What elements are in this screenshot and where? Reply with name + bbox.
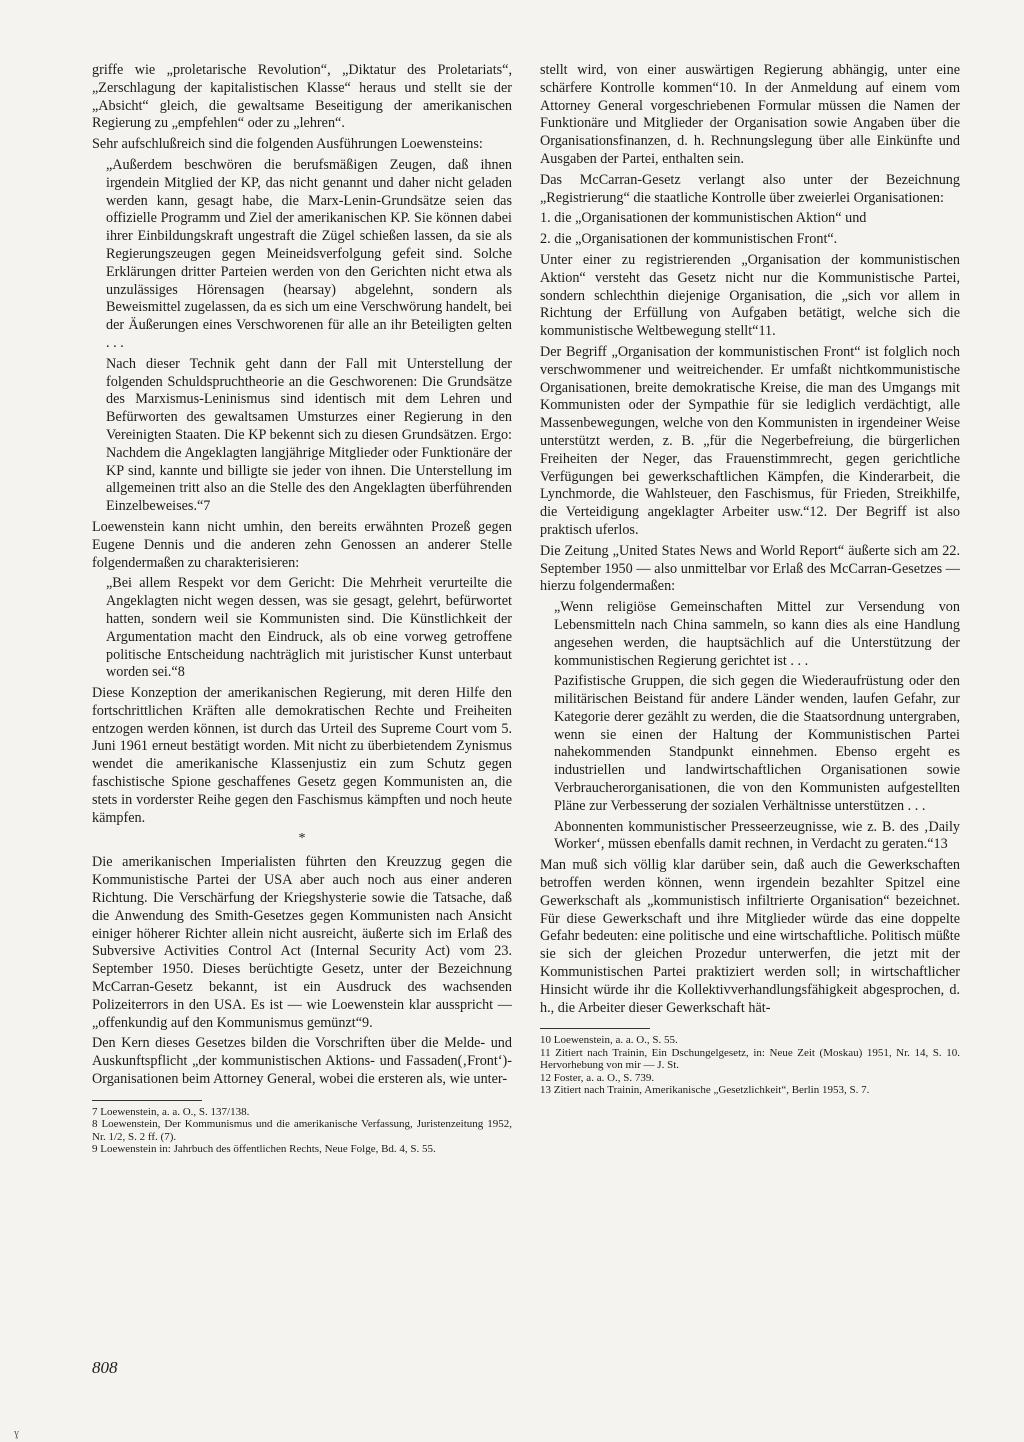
paragraph: Loewenstein kann nicht umhin, den bereits erwähnten Prozeß gegen Eugene Dennis und die anderen zehn Genossen an anderer Stelle folgendermaßen zu charakterisieren: — [92, 518, 512, 571]
paragraph: stellt wird, von einer auswärtigen Regierung abhängig, unter eine schärfere Kontrolle kommen“10. In der Anmeldung auf einem vom Attorney General vorgeschriebenen Formular müssen die Namen der Funktionäre und Mitglieder der Organisation sowie Angaben über die Organisationsfinanzen, d. h. Rechnungslegung über alle Einkünfte und Ausgaben der Partei, enthalten sein. — [540, 62, 960, 167]
paragraph: Die amerikanischen Imperialisten führten den Kreuzzug gegen die Kommunistische Partei der USA aber auch noch aus einer anderen Richtung. Die Verschärfung der Kriegshysterie sowie die Tatsache, daß die Anwendung des Smith-Gesetzes gegen Kommunisten nach Ansicht einiger höherer Richter allein nicht ausreicht, äußerte sich im Erlaß des Subversive Activities Control Act (Internal Security Act) vom 23. September 1950. Dieses berüchtigte Gesetz, unter der Bezeichnung McCarran-Gesetz bekannt, ist ein Ausdruck des wachsenden Polizeiterrors in den USA. Es ist — wie Loewenstein klar ausspricht — „offenkundig auf den Kommunismus gemünzt“9. — [92, 854, 512, 1031]
list-item: 1. die „Organisationen der kommunistischen Aktion“ und — [540, 210, 867, 227]
footnote: 11 Zitiert nach Trainin, Ein Dschungelgesetz, in: Neue Zeit (Moskau) 1951, Nr. 14, S. 10. Hervorhebung von mir — J. St. — [540, 1046, 960, 1072]
quote-paragraph: „Außerdem beschwören die berufsmäßigen Zeugen, daß ihnen irgendein Mitglied der KP, das nicht genannt und daher nicht geladen werden kann, gesagt habe, die Marx-Lenin-Grundsätze seien das offizielle Programm und Ziel der amerikanischen KP. Sie können dabei ihrer Einbildungskraft ungestraft die Zügel schießen lassen, da sie als Regierungszeugen gegen Meineidsverfolgung gefeit sind. Solche Erklärungen dritter Parteien werden von den Gerichten nicht etwa als unzulässiges Hörensagen (hearsay) abgelehnt, sondern als Beweismittel zugelassen, da es sich um eine Verschwörung handelt, bei der Äußerungen eines Verschworenen für alle an ihr Beteiligten gelten . . . — [106, 156, 512, 351]
footnote: 12 Foster, a. a. O., S. 739. — [540, 1071, 655, 1084]
footnote-rule — [92, 1100, 202, 1101]
right-column — [540, 62, 960, 1096]
paragraph: Das McCarran-Gesetz verlangt also unter der Bezeichnung „Registrierung“ die staatliche Kontrolle über zweierlei Organisationen: — [540, 171, 960, 206]
left-column — [92, 62, 512, 1155]
paragraph: Den Kern dieses Gesetzes bilden die Vorschriften über die Melde- und Auskunftspflicht „der kommunistischen Aktions- und Fassaden(‚Front‘)-Organisationen beim Attorney General, wobei die ersteren als, wie unter- — [92, 1035, 512, 1088]
quote-paragraph: Nach dieser Technik geht dann der Fall mit Unterstellung der folgenden Schuldspruchtheorie an die Geschworenen: Die Grundsätze des Marxismus-Leninismus sind identisch mit dem Lehren und Befürworten des gewaltsamen Umsturzes einer Regierung in den Vereinigten Staaten. Die KP bekennt sich zu diesen Grundsätzen. Ergo: Nachdem die Angeklagten langjährige Mitglieder oder Funktionäre der KP sind, kannte und billigte sie jeder von ihnen. Die Unterstellung im allgemeinen tritt also an die Stelle des den Angeklagten überführenden Einzelbeweises.“7 — [106, 355, 512, 515]
section-separator: * — [298, 831, 306, 847]
quote-paragraph: Abonnenten kommunistischer Presseerzeugnisse, wie z. B. des ‚Daily Worker‘, müssen ebenfalls damit rechnen, in Verdacht zu geraten.“13 — [554, 818, 960, 853]
paragraph: Man muß sich völlig klar darüber sein, daß auch die Gewerkschaften betroffen werden können, wenn irgendein bezahlter Spitzel eine Gewerkschaft als „kommunistisch infiltrierte Organisation“ bezeichnet. Für diese Gewerkschaft und ihre Mitglieder würde das eine doppelte Gefahr bedeuten: eine politische und eine wirtschaftliche. Politisch müßte sie sich der gleichen Prozedur unterwerfen, die jetzt mit der Kommunistischen Partei praktiziert werden soll; in wirtschaftlicher Hinsicht würde ihr die Kollektivverhandlungsfähigkeit abgesprochen, d. h., die Arbeiter dieser Gewerkschaft hät- — [540, 857, 960, 1016]
paragraph: Sehr aufschlußreich sind die folgenden Ausführungen Loewensteins: — [92, 136, 483, 153]
quote-paragraph: Pazifistische Gruppen, die sich gegen die Wiederaufrüstung oder den militärischen Beistand für andere Länder wenden, laufen Gefahr, zur Kategorie derer gezählt zu werden, die die Staatsordnung untergraben, wenn sie einen der Haltung der Kommunistischen Partei nahekommenden Standpunkt einnehmen. Ebenso ergeht es industriellen und landwirtschaftlichen Organisationen sowie Verbraucherorganisationen, die von den Kommunisten aufgestellten Pläne zur Verbesserung der sozialen Verhältnisse unterstützen . . . — [554, 673, 960, 814]
quote-paragraph: „Wenn religiöse Gemeinschaften Mittel zur Versendung von Lebensmitteln nach China sammeln, so kann dies als eine Handlung angesehen werden, die hauptsächlich auf die Unterstützung der kommunistischen Regierung gerichtet ist . . . — [554, 599, 960, 669]
paragraph: Unter einer zu registrierenden „Organisation der kommunistischen Aktion“ versteht das Gesetz nicht nur die Kommunistische Partei, sondern schlechthin diejenige Organisation, die „sich vor allem in Richtung der Erfüllung von Aufgaben betätigt, welche sich die kommunistische Weltbewegung stellt“11. — [540, 251, 960, 340]
list-item: 2. die „Organisationen der kommunistischen Front“. — [540, 231, 838, 248]
footnote: 13 Zitiert nach Trainin, Amerikanische „Gesetzlichkeit“, Berlin 1953, S. 7. — [540, 1084, 870, 1097]
quote-paragraph: „Bei allem Respekt vor dem Gericht: Die Mehrheit verurteilte die Angeklagten nicht wegen dessen, was sie gesagt, gelehrt, befürwortet hatten, sondern weil sie Kommunisten sind. Die Künstlichkeit der Argumentation macht den Eindruck, als ob eine vorweg getroffene politische Entscheidung nachträglich mit juristischer Kunst unterbaut worden sei.“8 — [106, 575, 512, 681]
footnote: 8 Loewenstein, Der Kommunismus und die amerikanische Verfassung, Juristenzeitung 1952, Nr. 1/2, S. 2 ff. (7). — [92, 1118, 512, 1143]
footnote: 9 Loewenstein in: Jahrbuch des öffentlichen Rechts, Neue Folge, Bd. 4, S. 55. — [92, 1143, 436, 1156]
paragraph: Der Begriff „Organisation der kommunistischen Front“ ist folglich noch verschwommener und weitreichender. Er umfaßt nichtkommunistische Organisationen, breite demokratische Kreise, die man des Umgangs mit Kommunisten oder der Sympathie für sie lediglich verdächtigt, alle Massenbewegungen, welche von den Kommunisten in irgendeiner Weise unterstützt werden, z. B. „für die Negerbefreiung, die bürgerlichen Freiheiten der Neger, das Frauenstimmrecht, gegen gerichtliche Verfügungen bei gewerkschaftlichen Kämpfen, die Kinderarbeit, die Lynchmorde, die Wahlsteuer, den Faschismus, für Frieden, Streikhilfe, die Verteidigung angeklagter Arbeiter usw.“12. Der Begriff ist also praktisch uferlos. — [540, 343, 960, 538]
corner-mark: ɣ — [14, 1428, 19, 1439]
paragraph: Die Zeitung „United States News and World Report“ äußerte sich am 22. September 1950 — also unmittelbar vor Erlaß des McCarran-Gesetzes — hierzu folgendermaßen: — [540, 542, 960, 595]
footnote: 7 Loewenstein, a. a. O., S. 137/138. — [92, 1105, 250, 1118]
paragraph: griffe wie „proletarische Revolution“, „Diktatur des Proletariats“, „Zerschlagung der kapitalistischen Klasse“ heraus und stellt sie der „Absicht“ gleich, die gewaltsame Beseitigung der amerikanischen Regierung zu „empfehlen“ oder zu „lehren“. — [92, 62, 512, 132]
footnote: 10 Loewenstein, a. a. O., S. 55. — [540, 1034, 678, 1047]
page-number: 808 — [92, 1358, 118, 1377]
footnote-rule — [540, 1028, 650, 1029]
paragraph: Diese Konzeption der amerikanischen Regierung, mit deren Hilfe den fortschrittlichen Kräften alle demokratischen Rechte und Freiheiten entzogen werden können, ist durch das Urteil des Supreme Court vom 5. Juni 1961 erneut bestätigt worden. Mit nicht zu überbietendem Zynismus wendet die amerikanische Klassenjustiz ein zum Schutz gegen faschistische Spione geschaffenes Gesetz gegen Kommunisten an, die stets in vorderster Reihe gegen den Faschismus kämpften und noch heute kämpfen. — [92, 685, 512, 826]
